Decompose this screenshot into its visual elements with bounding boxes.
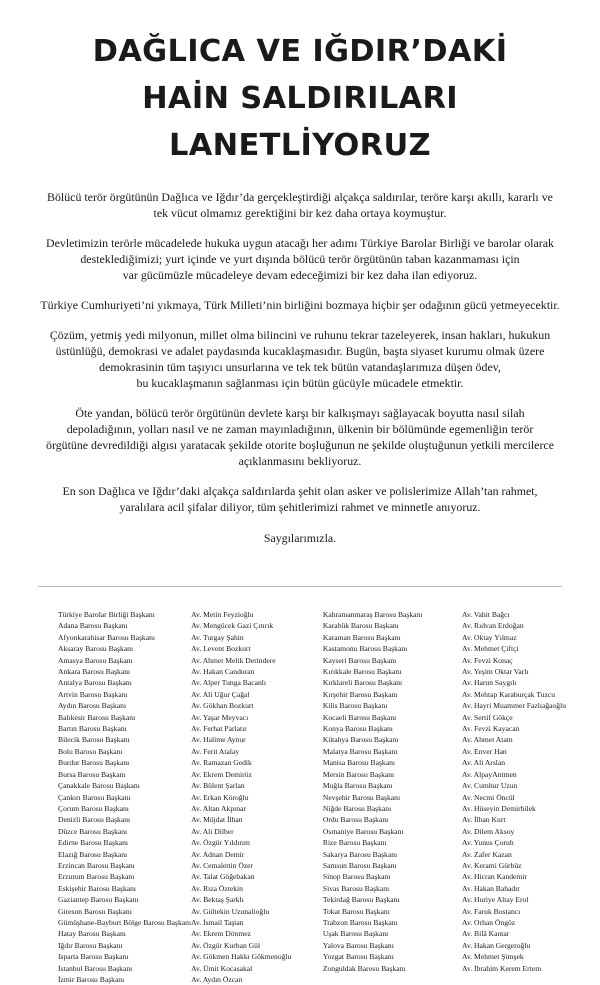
signature-entry: Kütahya Barosu Başkanı [322, 735, 399, 745]
paragraph [34, 405, 566, 469]
signature-entry: Av. Ali Arslan [462, 758, 506, 768]
signature-entry: Av. Fevzi Konaç [462, 655, 513, 665]
signature-entry: İzmir Barosu Başkanı [58, 975, 125, 984]
signature-entry: Av. Cemalettin Özer [191, 860, 254, 870]
signature-entry: Av. Yunus Çoruh [462, 838, 514, 848]
signature-entry: Av. Kerami Gürbüz [462, 860, 522, 870]
signature-list [34, 609, 566, 985]
paragraph-line: En son Dağlıca ve Iğdır’daki alçakça saldırılarda şehit olan asker ve polislerimize Allah’tan rahmet, [62, 484, 538, 498]
signature-entry: Av. Özgür Kurban Gül [191, 940, 261, 950]
signature-entry: Av. Bilâ Kantar [462, 929, 510, 939]
signature-entry: Çorum Barosu Başkanı [58, 803, 129, 813]
signature-entry: Av. Mehtap Karaburçak Tuzcu [462, 689, 556, 699]
signature-entry: Av. Faruk Bostancı [462, 906, 521, 916]
signature-entry: Av. Mehmet Çiftçi [462, 644, 519, 654]
signature-entry: Av. Enver Han [462, 746, 507, 756]
signature-entry: Bolu Barosu Başkanı [58, 746, 123, 756]
signature-entry: Av. Necmi Öncül [462, 792, 515, 802]
signature-entry: Av. Ümit Kocasakal [191, 963, 253, 973]
signature-entry: Av. Bektaş Şarklı [191, 895, 244, 905]
paragraph-line: açıklanmasını bekliyoruz. [238, 454, 362, 468]
signature-entry: Iğdır Barosu Başkanı [58, 940, 123, 950]
signature-entry: Av. Gültekin Uzunalioğlu [191, 906, 270, 916]
signature-entry: Antalya Barosu Başkanı [58, 678, 132, 688]
paragraph-line: Bölücü terör örgütünün Dağlıca ve Iğdır’da gerçekleştirdiği alçakça saldırılar, teröre karşı akıllı, kararlı ve [47, 190, 553, 204]
signature-entry: Kırşehir Barosu Başkanı [322, 689, 398, 699]
paragraph-line: Çözüm, yetmiş yedi milyonun, millet olma bilincini ve ruhunu tekrar tazeleyerek, insan hakları, hukukun [49, 328, 551, 342]
signature-entry: Çanakkale Barosu Başkanı [58, 781, 140, 791]
signature-entry: Gümüşhane-Bayburt Bölge Barosu Başkanı [58, 917, 192, 927]
signature-entry: Uşak Barosu Başkanı [322, 929, 389, 939]
signature-entry: Av. Orhan Öngöz [462, 917, 516, 927]
signature-entry: Av. Yeşim Oktar Varlı [462, 667, 529, 677]
signature-entry: Bartın Barosu Başkanı [58, 724, 127, 734]
signature-entry: Kırıkkale Barosu Başkanı [322, 667, 402, 677]
signature-entry: Konya Barosu Başkanı [322, 724, 393, 734]
signature-entry: Amasya Barosu Başkanı [58, 655, 133, 665]
signature-entry: Muğla Barosu Başkanı [322, 781, 393, 791]
signature-entry: Av. Aydın Özcan [191, 975, 243, 984]
signature-entry: Yozgat Barosu Başkanı [322, 952, 394, 962]
signature-entry: Kocaeli Barosu Başkanı [322, 712, 397, 722]
signature-entry: Edirne Barosu Başkanı [58, 838, 129, 848]
signature-entry: Tekirdağ Barosu Başkanı [322, 895, 400, 905]
signature-entry: Sinop Barosu Başkanı [322, 872, 391, 882]
signature-entry: Adana Barosu Başkanı [58, 621, 128, 631]
signature-entry: Ordu Barosu Başkanı [322, 815, 389, 825]
announcement-body [34, 189, 566, 515]
signature-entry: Mersin Barosu Başkanı [322, 769, 395, 779]
signature-entry: Av. Ferit Atalay [191, 746, 240, 756]
paragraph-line: Türkiye Cumhuriyeti’ni yıkmaya, Türk Milleti’nin birliğini bozmaya hiçbir şer odağının gücü yetmeyecektir. [40, 298, 560, 312]
signature-entry: Giresun Barosu Başkanı [58, 906, 132, 916]
signature-entry: Niğde Barosu Başkanı [322, 803, 392, 813]
title-line-1: DAĞLICA VE IĞDIR’DAKİ [92, 34, 508, 69]
signature-entry: Artvin Barosu Başkanı [58, 689, 128, 699]
paragraph-line: üstünlüğü, demokrasi ve adalet paydasında kucaklaşmasıdır. Bugün, başta siyaset kurumu olmak üzere [55, 344, 545, 358]
signature-entry: Av. Ramazan Gedik [191, 758, 252, 768]
signature-entry: Trabzon Barosu Başkanı [322, 917, 398, 927]
signature-entry: Sivas Barosu Başkanı [322, 883, 390, 893]
signature-entry: Malatya Barosu Başkanı [322, 746, 398, 756]
signature-entry: Manisa Barosu Başkanı [322, 758, 396, 768]
signature-entry: Av. Metin Feyzioğlu [191, 610, 254, 619]
signature-entry: Afyonkarahisar Barosu Başkanı [58, 632, 156, 642]
signature-entry: Kastamonu Barosu Başkanı [322, 644, 408, 654]
signature-entry: Av. Hüseyin Demirbilek [462, 803, 536, 813]
paragraph-line: yaralılara acil şifalar diliyor, tüm şehitlerimizi rahmet ve minnetle anıyoruz. [119, 500, 481, 514]
signature-entry: Tokat Barosu Başkanı [322, 906, 390, 916]
signature-entry: Av. AlpayAntmen [462, 769, 517, 779]
signature-entry: Av. Zafer Kazan [462, 849, 512, 859]
signature-entry: Av. Rıdvan Erdoğan [462, 621, 524, 631]
signature-entry: Av. Talat Göğebakan [191, 872, 255, 882]
signature-column-names-1 [191, 609, 323, 985]
signature-entry: Kayseri Barosu Başkanı [322, 655, 397, 665]
signature-entry: Karabük Barosu Başkanı [322, 621, 399, 631]
signature-entry: Av. Oktay Yılmaz [462, 632, 517, 642]
signature-entry: Av. Hakan Bahadır [462, 883, 520, 893]
signature-entry: Rize Barosu Başkanı [322, 838, 387, 848]
signature-entry: Av. Ferhat Parlatır [191, 724, 247, 734]
signature-entry: Av. Adnan Demir [191, 849, 245, 859]
signature-entry: Av. Ahmet Melik Derindere [191, 655, 276, 665]
paragraph [34, 235, 566, 283]
signature-entry: Av. Ekrem Demiröz [191, 769, 252, 779]
signature-entry: Av. Bülent Şarlan [191, 781, 245, 791]
paragraph-line: desteklediğimizi; yurt içinde ve yurt dışında bölücü terör örgütünün taban kazanmaması için [80, 252, 520, 266]
signature-entry: Bursa Barosu Başkanı [58, 769, 126, 779]
signature-entry: Türkiye Barolar Birliği Başkanı [58, 610, 155, 619]
paragraph [34, 327, 566, 391]
signature-entry: Ankara Barosu Başkanı [58, 667, 131, 677]
signature-entry: Av. İlhan Kurt [462, 815, 506, 825]
paragraph [34, 483, 566, 515]
signature-entry: Düzce Barosu Başkanı [58, 826, 128, 836]
signature-entry: Av. Halime Aynur [191, 735, 246, 745]
signature-entry: Av. Erkan Köroğlu [191, 792, 249, 802]
signature-entry: Av. Cumhur Uzun [462, 781, 518, 791]
signature-entry: Av. Hicran Kandemir [462, 872, 527, 882]
paragraph-line: bu kucaklaşmanın sağlanması için bütün gücüyle mücadele etmektir. [136, 376, 464, 390]
signature-entry: Av. Turgay Şahin [191, 632, 244, 642]
signature-entry: Av. İbrahim Kerem Ertem [462, 963, 542, 973]
signature-entry: Kilis Barosu Başkanı [322, 701, 388, 711]
signature-entry: Av. İsmail Taştan [191, 917, 244, 927]
signature-entry: Samsun Barosu Başkanı [322, 860, 397, 870]
signature-entry: Nevşehir Barosu Başkanı [322, 792, 401, 802]
signature-entry: Av. Ali Uğur Çağal [191, 689, 250, 699]
paragraph-line: Devletimizin terörle mücadelede hukuka uygun atacağı her adımı Türkiye Barolar Birliği ve barolar olarak [46, 236, 554, 250]
signature-entry: Yalova Barosu Başkanı [322, 940, 394, 950]
divider [38, 586, 562, 587]
paragraph-line: var gücümüzle mücadeleye devam edeceğimizi bir kez daha ilan ediyoruz. [122, 268, 478, 282]
signature-entry: Erzincan Barosu Başkanı [58, 860, 135, 870]
signature-entry: Kırklareli Barosu Başkanı [322, 678, 403, 688]
signature-entry: Zonguldak Barosu Başkanı [322, 963, 406, 973]
signature-entry: Av. Yaşar Meyvacı [191, 712, 249, 722]
paragraph-line: tek vücut olmamız gerektiğini bir kez daha ortaya koymuştur. [153, 206, 447, 220]
signature-entry: Av. Müjdat İlhan [191, 815, 243, 825]
signature-column-titles-1 [58, 609, 191, 985]
signature-entry: Av. Levent Bozkurt [191, 644, 251, 654]
signature-entry: Av. Gökhan Bozkurt [191, 701, 254, 711]
announcement-title [34, 28, 566, 169]
signature-entry: Gaziantep Barosu Başkanı [58, 895, 139, 905]
signature-entry: Eskişehir Barosu Başkanı [58, 883, 137, 893]
signature-entry: Av. Gökmen Hakkı Gökmenoğlu [191, 952, 292, 962]
signature-entry: Burdur Barosu Başkanı [58, 758, 130, 768]
signature-entry: Denizli Barosu Başkanı [58, 815, 131, 825]
signature-entry: Aydın Barosu Başkanı [58, 701, 127, 711]
signature-entry: Av. Özgür Yıldırım [191, 838, 250, 848]
signature-entry: Av. Huriye Altay Erol [462, 895, 529, 905]
signature-entry: Hatay Barosu Başkanı [58, 929, 126, 939]
signature-entry: Çankırı Barosu Başkanı [58, 792, 131, 802]
paragraph [34, 189, 566, 221]
paragraph [34, 297, 566, 313]
signature-entry: Av. Dilem Aksoy [462, 826, 515, 836]
closing-text: Saygılarımızla. [263, 531, 337, 545]
signature-column-names-2 [462, 609, 566, 985]
signature-entry: Av. Hayri Muammer Fazlıağaoğlu [462, 701, 566, 711]
signature-entry: Av. Altan Akpınar [191, 803, 246, 813]
paragraph-line: demokrasinin tüm taşıyıcı unsurlarına ve tek tek bütün vatandaşlarımıza düşen ödev, [99, 360, 501, 374]
signature-entry: Elazığ Barosu Başkanı [58, 849, 128, 859]
signature-entry: Av. Mehmet Şimşek [462, 952, 524, 962]
signature-entry: Aksaray Barosu Başkanı [58, 644, 134, 654]
signature-entry: İstanbul Barosu Başkanı [58, 963, 133, 973]
paragraph-line: depoladığının, yolları nasıl ve ne zaman mayınladığının, ülkenin bir bölümünde egemenliğin terör [66, 422, 534, 436]
signature-entry: Av. Mengücek Gazi Çıtırık [191, 621, 274, 631]
signature-entry: Av. Fevzi Kayacan [462, 724, 520, 734]
signature-entry: Av. Ahmet Atam [462, 735, 513, 745]
title-line-2: HAİN SALDIRILARI LANETLİYORUZ [142, 81, 458, 163]
signature-entry: Kahramanmaraş Barosu Başkanı [322, 610, 423, 619]
signature-entry: Av. Harun Saygılı [462, 678, 517, 688]
signature-column-titles-2 [323, 609, 462, 985]
signature-entry: Av. Alper Tunga Bacanlı [191, 678, 266, 688]
signature-entry: Sakarya Barosu Başkanı [322, 849, 398, 859]
signature-entry: Balıkesir Barosu Başkanı [58, 712, 136, 722]
signature-entry: Av. Rıza Öztekin [191, 883, 243, 893]
signature-entry: Av. Hakan Canduran [191, 667, 255, 677]
signature-entry: Osmaniye Barosu Başkanı [322, 826, 404, 836]
signature-entry: Av. Hakan Gergeroğlu [462, 940, 531, 950]
signature-entry: Isparta Barosu Başkanı [58, 952, 129, 962]
signature-entry: Av. Ali Dilber [191, 826, 234, 836]
signature-entry: Av. Ekrem Dönmez [191, 929, 251, 939]
signature-entry: Erzurum Barosu Başkanı [58, 872, 135, 882]
paragraph-line: örgütüne devredildiği algısı yaratacak şekilde otorite boşluğunun ne şekilde oluştuğunun yetkili mercilerce [46, 438, 554, 452]
signature-entry: Bilecik Barosu Başkanı [58, 735, 130, 745]
signature-entry: Av. Sertif Gökçe [462, 712, 513, 722]
paragraph-line: Öte yandan, bölücü terör örgütünün devlete karşı bir kalkışmayı sağlayacak boyutta nasıl silah [75, 406, 525, 420]
signature-entry: Av. Vahit Bağcı [462, 610, 510, 619]
signature-entry: Karaman Barosu Başkanı [322, 632, 401, 642]
